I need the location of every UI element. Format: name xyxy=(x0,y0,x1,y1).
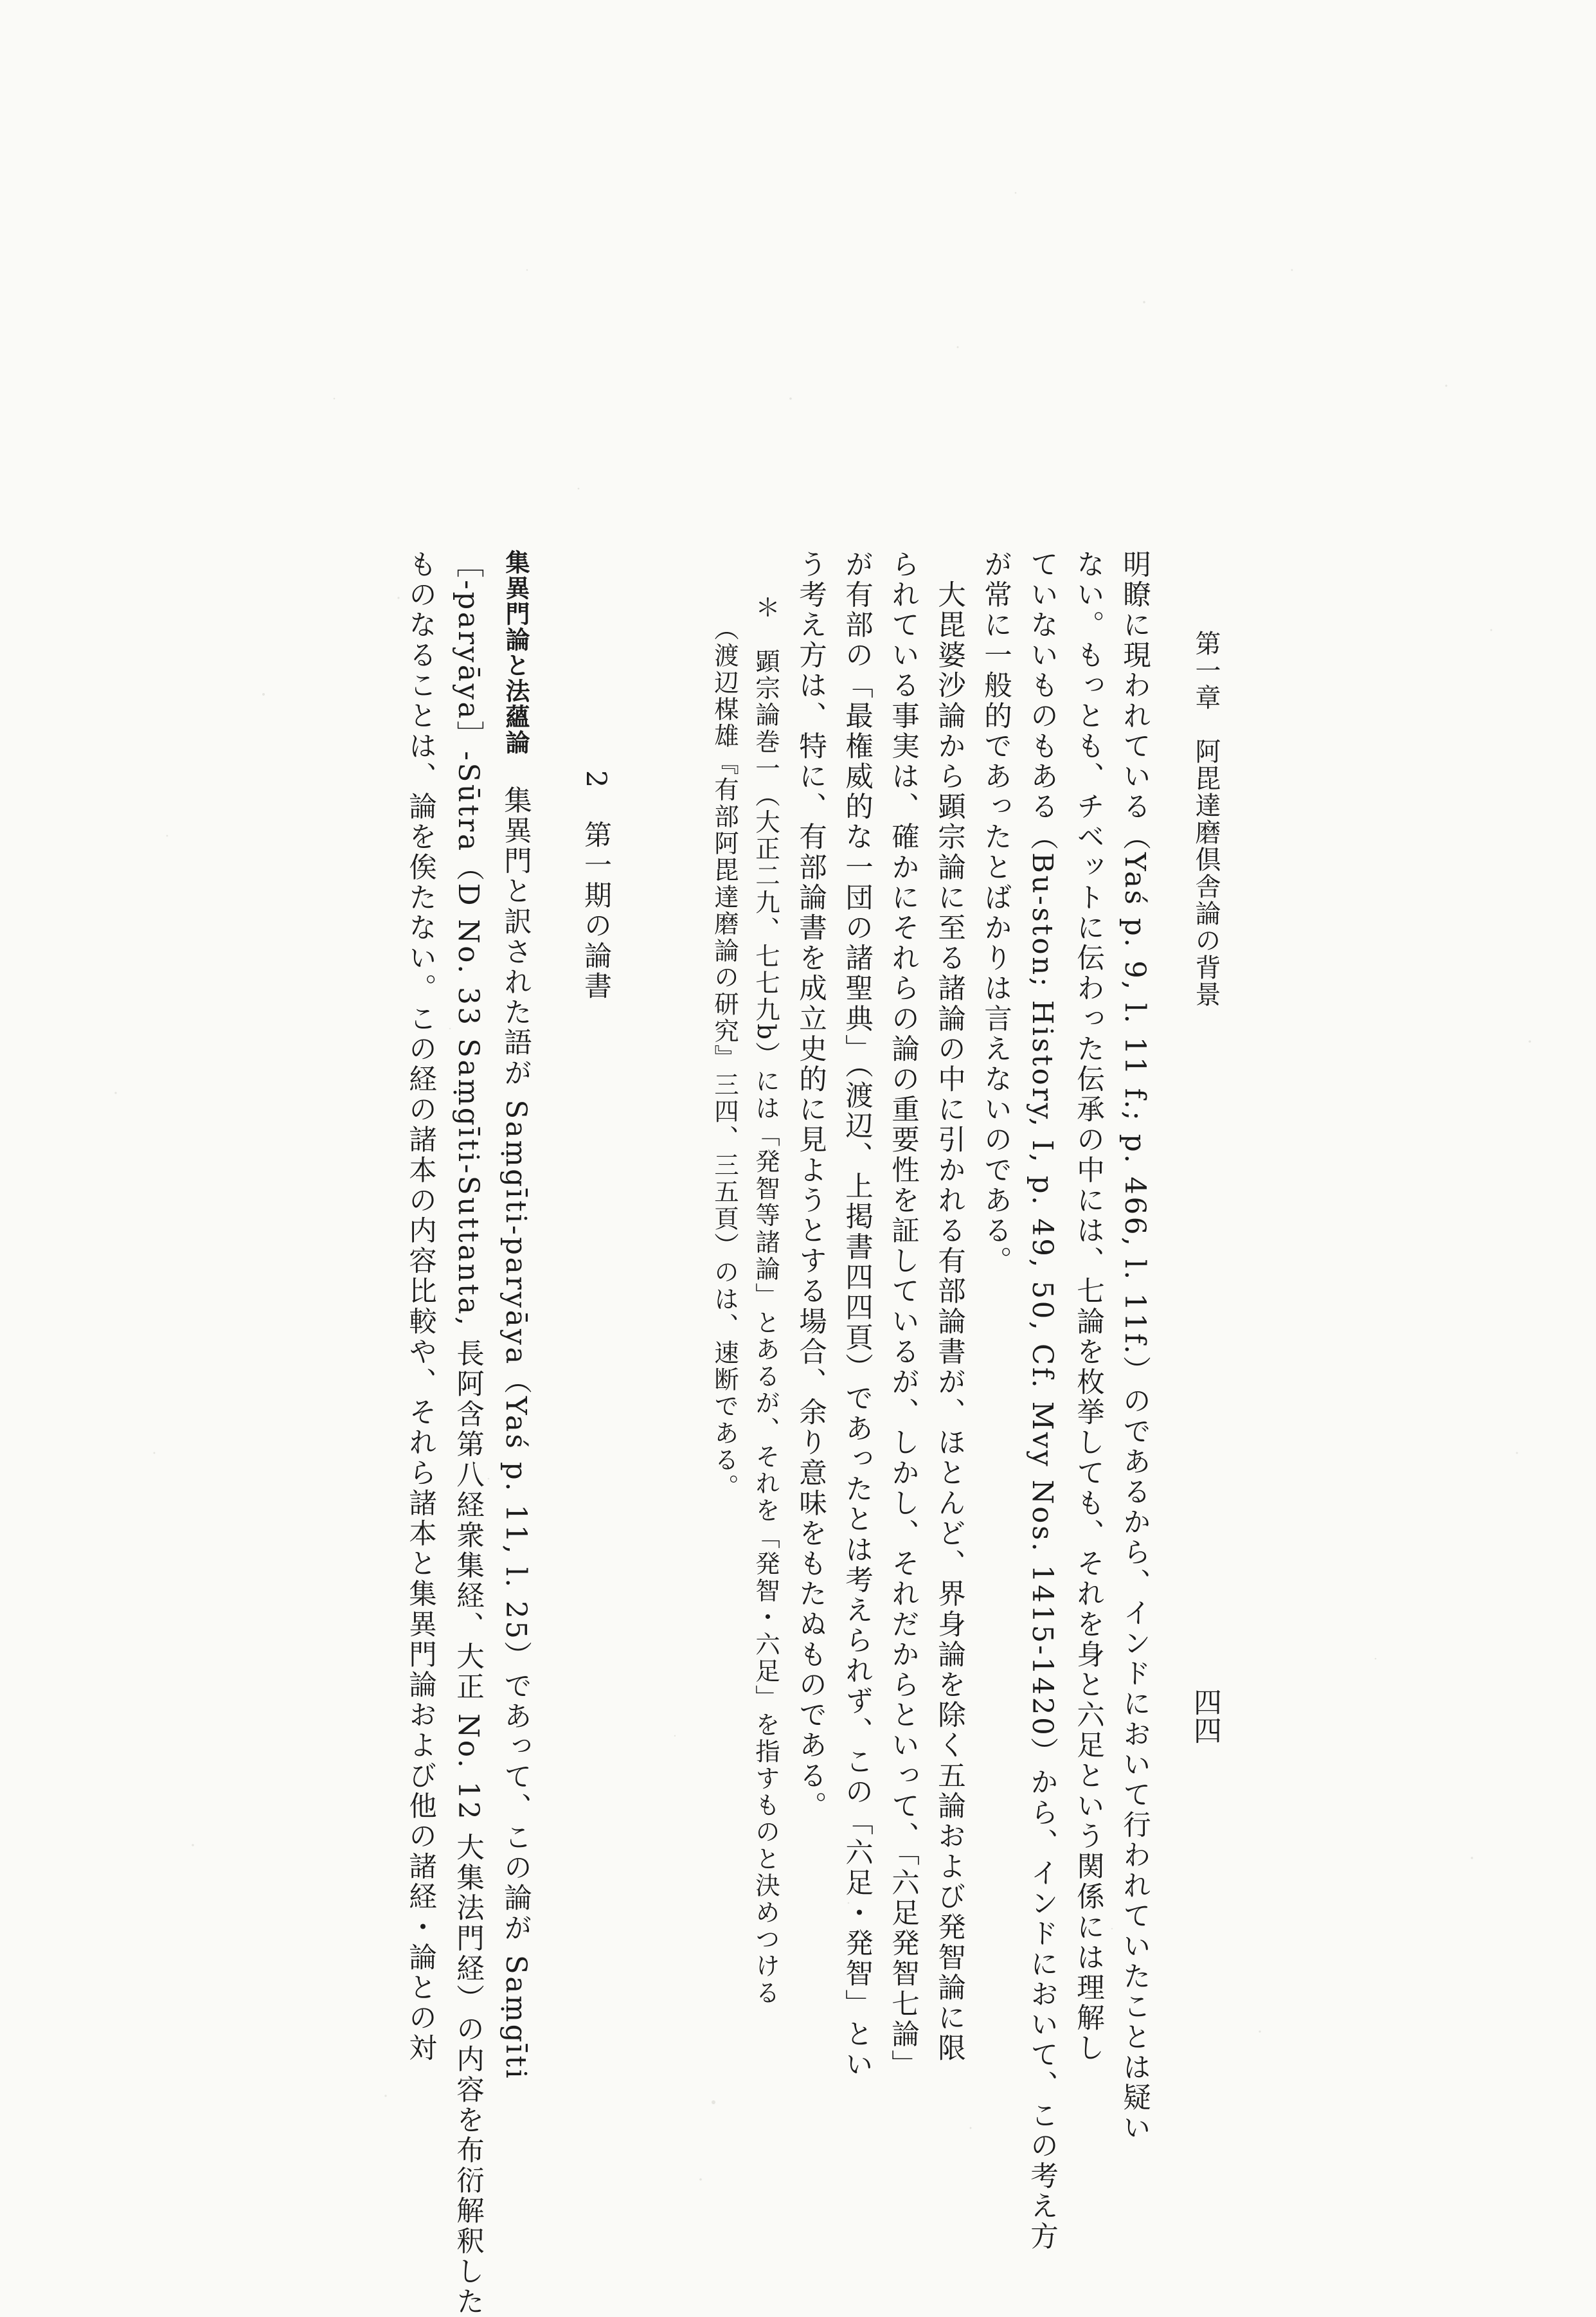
page-number: 四四 xyxy=(1188,1688,1221,1744)
body-line: ない。もっとも、チベットに伝わった伝承の中には、七論を枚挙しても、それを身と六足という関係には理解し xyxy=(1072,550,1104,2064)
subsection-heading: 集異門論と法蘊論 xyxy=(501,550,530,755)
chapter-title: 第一章 阿毘達磨倶舎論の背景 xyxy=(1191,630,1221,1008)
footnote-line: ＊ 顕宗論巻一（大正二九、七七九b）には「発智等諸論」とあるが、それを「発智・六足」を指すものと決めつける xyxy=(751,595,780,2007)
body-line: 大毘婆沙論から顕宗論に至る諸論の中に引かれる有部論書が、ほとんど、界身論を除く五論および発智論に限 xyxy=(933,550,965,2064)
body-line: が常に一般的であったとばかりは言えないのである。 xyxy=(980,550,1012,1277)
subsection-line-text: 集異門と訳された語が Saṃgīti-paryāya（Yaś p. 11, l. 25）であって、この論が Saṃgīti xyxy=(499,755,532,2081)
footnote-line: （渡辺楳雄『有部阿毘達磨論の研究』三四、三五頁）のは、速断である。 xyxy=(710,616,739,1501)
body-line: が有部の「最権威的な一団の諸聖典」（渡辺、上掲書四四頁）であったとは考えられず、この「六足・発智」とい xyxy=(841,550,873,2080)
subsection-line xyxy=(501,550,530,2080)
body-line: ていないものもある（Bu-ston; History, I, p. 49, 50, Cf. Mvy Nos. 1415-1420）から、インドにおいて、この考え方 xyxy=(1026,550,1058,2253)
body-line: う考え方は、特に、有部論書を成立史的に見ようとする場合、余り意味をもたぬものである。 xyxy=(794,550,827,1822)
body-line: られている事実は、確かにそれらの論の重要性を証しているが、しかし、それだからといって、「六足発智七論」 xyxy=(887,550,919,2080)
subsection-line: ものなることは、論を俟たない。この経の諸本の内容比較や、それら諸本と集異門論および他の諸経・論との対 xyxy=(404,550,436,2064)
subsection-line: ［-paryāya］-Sūtra（D No. 33 Saṃgīti-Suttanta, 長阿含第八経衆集経、大正 No. 12 大集法門経）の内容を布衍解釈した xyxy=(452,550,484,2317)
body-line: 明瞭に現われている（Yaś p. 9, l. 11 f.; p. 466, l. 11f.）のであるから、インドにおいて行われていたことは疑い xyxy=(1118,550,1151,2143)
section-heading: 2 第一期の論書 xyxy=(580,770,612,1002)
